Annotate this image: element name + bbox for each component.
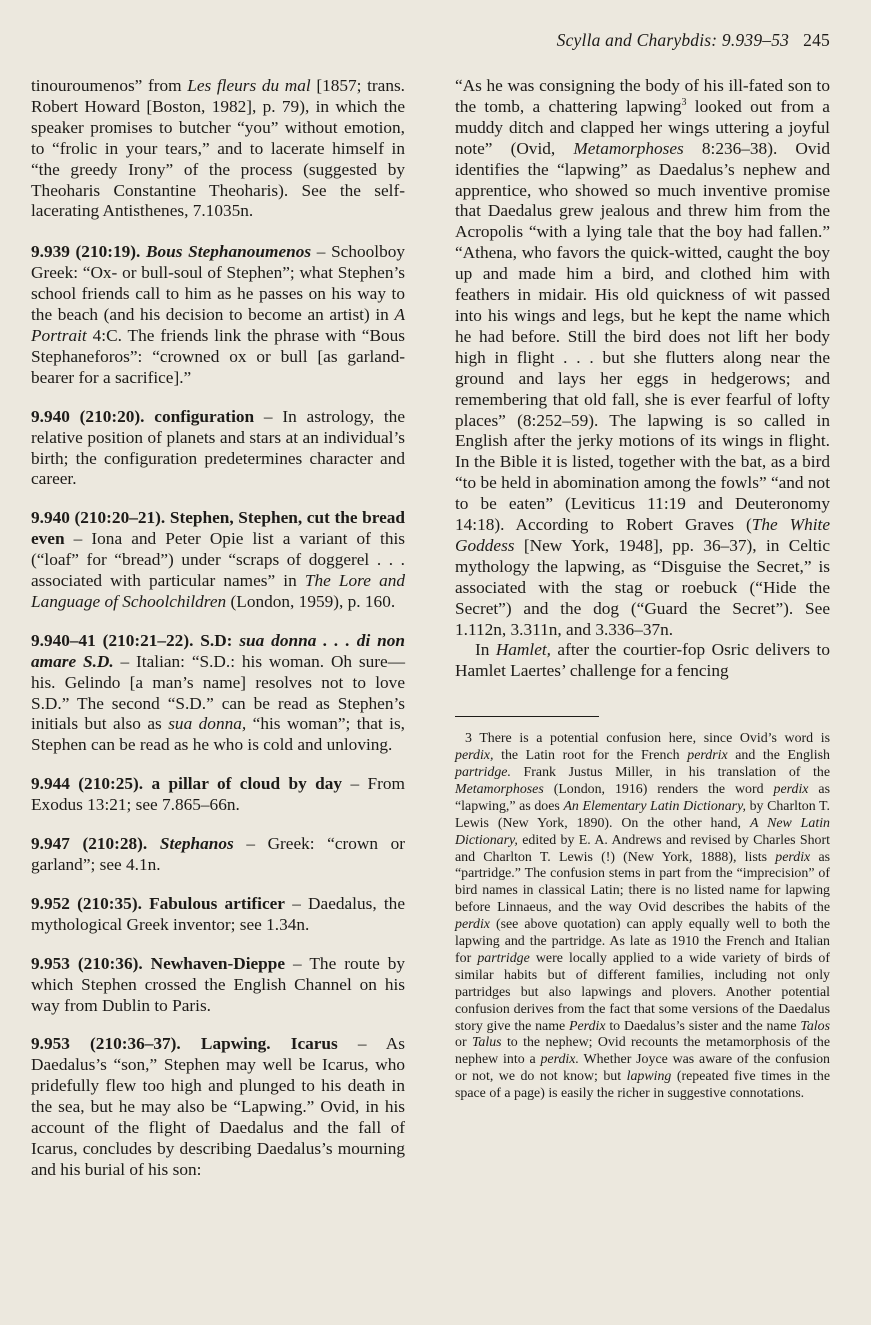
- annotation-9-940-stephen: 9.940 (210:20–21). Stephen, Stephen, cut the bread even – Iona and Peter Opie list a variant of this (“loaf” for “bread”) under “scraps of doggerel . . . associated with particular names” in The Lore and Language of Schoolchildren (London, 1959), p. 160.: [31, 508, 405, 611]
- annotation-9-944: 9.944 (210:25). a pillar of cloud by day – From Exodus 13:21; see 7.865–66n.: [31, 774, 405, 815]
- footnote-rule: [455, 716, 599, 717]
- annotation-9-940-41: 9.940–41 (210:21–22). S.D: sua donna . . . di non amare S.D. – Italian: “S.D.: his woman. Oh sure—his. Gelindo [a man’s name] resolves not to love S.D.” The second “S.D.” can be read as Stephen’s initials but also as sua donna, “his woman”; that is, Stephen can be read as he who is cold and unloving.: [31, 630, 405, 755]
- hamlet-paragraph: In Hamlet, after the courtier-fop Osric delivers to Hamlet Laertes’ challenge for a fencing: [455, 640, 830, 681]
- annotation-9-953-newhaven: 9.953 (210:36). Newhaven-Dieppe – The route by which Stephen crossed the English Channel on his way from Dublin to Paris.: [31, 953, 406, 1015]
- annotation-9-940-configuration: 9.940 (210:20). configuration – In astrology, the relative position of planets and stars at an individual’s birth; the configuration predetermines character and career.: [31, 406, 405, 489]
- ovid-quotation: “As he was consigning the body of his ill-fated son to the tomb, a chattering lapwing$^3$ looked out from a muddy ditch and clapped her wings uttering a joyful note” (Ovid, Metamorphoses 8:236–38). Ovid identifies the “lapwing” as Daedalus’s nephew and apprentice, who showed so much inventive promise that Daedalus grew jealous and threw him from the Acropolis “with a lying tale that the boy had fallen.” “Athena, who favors the quick-witted, caught the boy up and made him a bird, and clothed him with feathers in midair. His old quickness of wit passed into his wings and legs, but he kept the name which he had before. Still the bird does not lift her body high in flight . . . but she flutters along near the ground and lays her eggs in hedgerows; and remembering that old fall, she is ever fearful of lofty places” (8:252–59). The lapwing is so called in English after the jerky motions of its wings in flight. In the Bible it is listed, together with the bat, as a bird “to be held in abomination among the fowls” “and not to be eaten” (Leviticus 11:19 and Deuteronomy 14:18). According to Robert Graves (The White Goddess [New York, 1948], pp. 36–37), in Celtic mythology the lapwing, as “Disguise the Secret,” is associated with the stag or roebuck (“Hide the Secret”) and the dog (“Guard the Secret”). See 1.112n, 3.311n, and 3.336–37n.: [455, 76, 830, 639]
- continued-annotation: tinouroumenos” from Les fleurs du mal [1857; trans. Robert Howard [Boston, 1982], p. 79), in which the speaker promises to butcher “you” without emotion, to “frolic in your tears,” and to lacerate himself in “the greedy Irony” of the process (suggested by Theoharis Constantine Theoharis). See the self-lacerating Antisthenes, 7.1035n.: [31, 76, 405, 221]
- running-head: [557, 30, 830, 51]
- footnote-marker: 3: [681, 97, 687, 109]
- annotation-9-953-lapwing: 9.953 (210:36–37). Lapwing. Icarus – As Daedalus’s “son,” Stephen may well be Icarus, who pridefully flew too high and plunged to his death in the sea, but he may also be “Lapwing.” Ovid, in his account of the flight of Daedalus and the fall of Icarus, concludes by describing Daedalus’s mourning and his burial of his son:: [31, 1034, 405, 1179]
- annotation-9-947: 9.947 (210:28). Stephanos – Greek: “crown or garland”; see 4.1n.: [31, 834, 405, 874]
- annotation-9-939: 9.939 (210:19). Bous Stephanoumenos – Schoolboy Greek: “Ox- or bull-soul of Stephen”; what Stephen’s school friends call to him as he passes on his way to the beach (and his decision to become an artist) in A Portrait 4:C. The friends link the phrase with “Bous Stephaneforos”: “crowned ox or bull [as garland-bearer for a sacrifice].”: [31, 242, 405, 387]
- left-column: [31, 76, 405, 1199]
- footnote-3: 3 There is a potential confusion here, since Ovid’s word is perdix, the Latin root for the French perdrix and the English partridge. Frank Justus Miller, in his translation of the Metamorphoses (London, 1916) renders the word perdix as “lapwing,” as does An Elementary Latin Dictionary, by Charlton T. Lewis (New York, 1890). On the other hand, A New Latin Dictionary, edited by E. A. Andrews and revised by Charles Short and Charlton T. Lewis (!) (New York, 1888), lists perdix as “partridge.” The confusion stems in part from the “imprecision” of bird names in classical Latin; there is no listed name for lapwing before Linnaeus, and the way Ovid describes the habits of the perdix (see above quotation) can apply equally well to both the lapwing and the partridge. As late as 1910 the French and Italian for partridge were locally applied to a wide variety of birds of similar habits but of different families, including not only partridges but also lapwings and plovers. Another potential confusion derives from the fact that some versions of the Daedalus story give the name Perdix to Daedalus’s sister and the name Talos or Talus to the nephew; Ovid recounts the metamorphosis of the nephew into a perdix. Whether Joyce was aware of the confusion or not, we do not know; but lapwing (repeated five times in the space of a page) is easily the richer in suggestive connotations.: [455, 731, 831, 1102]
- annotation-9-952: 9.952 (210:35). Fabulous artificer – Daedalus, the mythological Greek inventor; see 1.34n.: [31, 893, 405, 934]
- page-number: 245: [803, 30, 830, 50]
- right-column: [455, 76, 830, 1117]
- running-head-title: Scylla and Charybdis: 9.939–53: [556, 30, 790, 50]
